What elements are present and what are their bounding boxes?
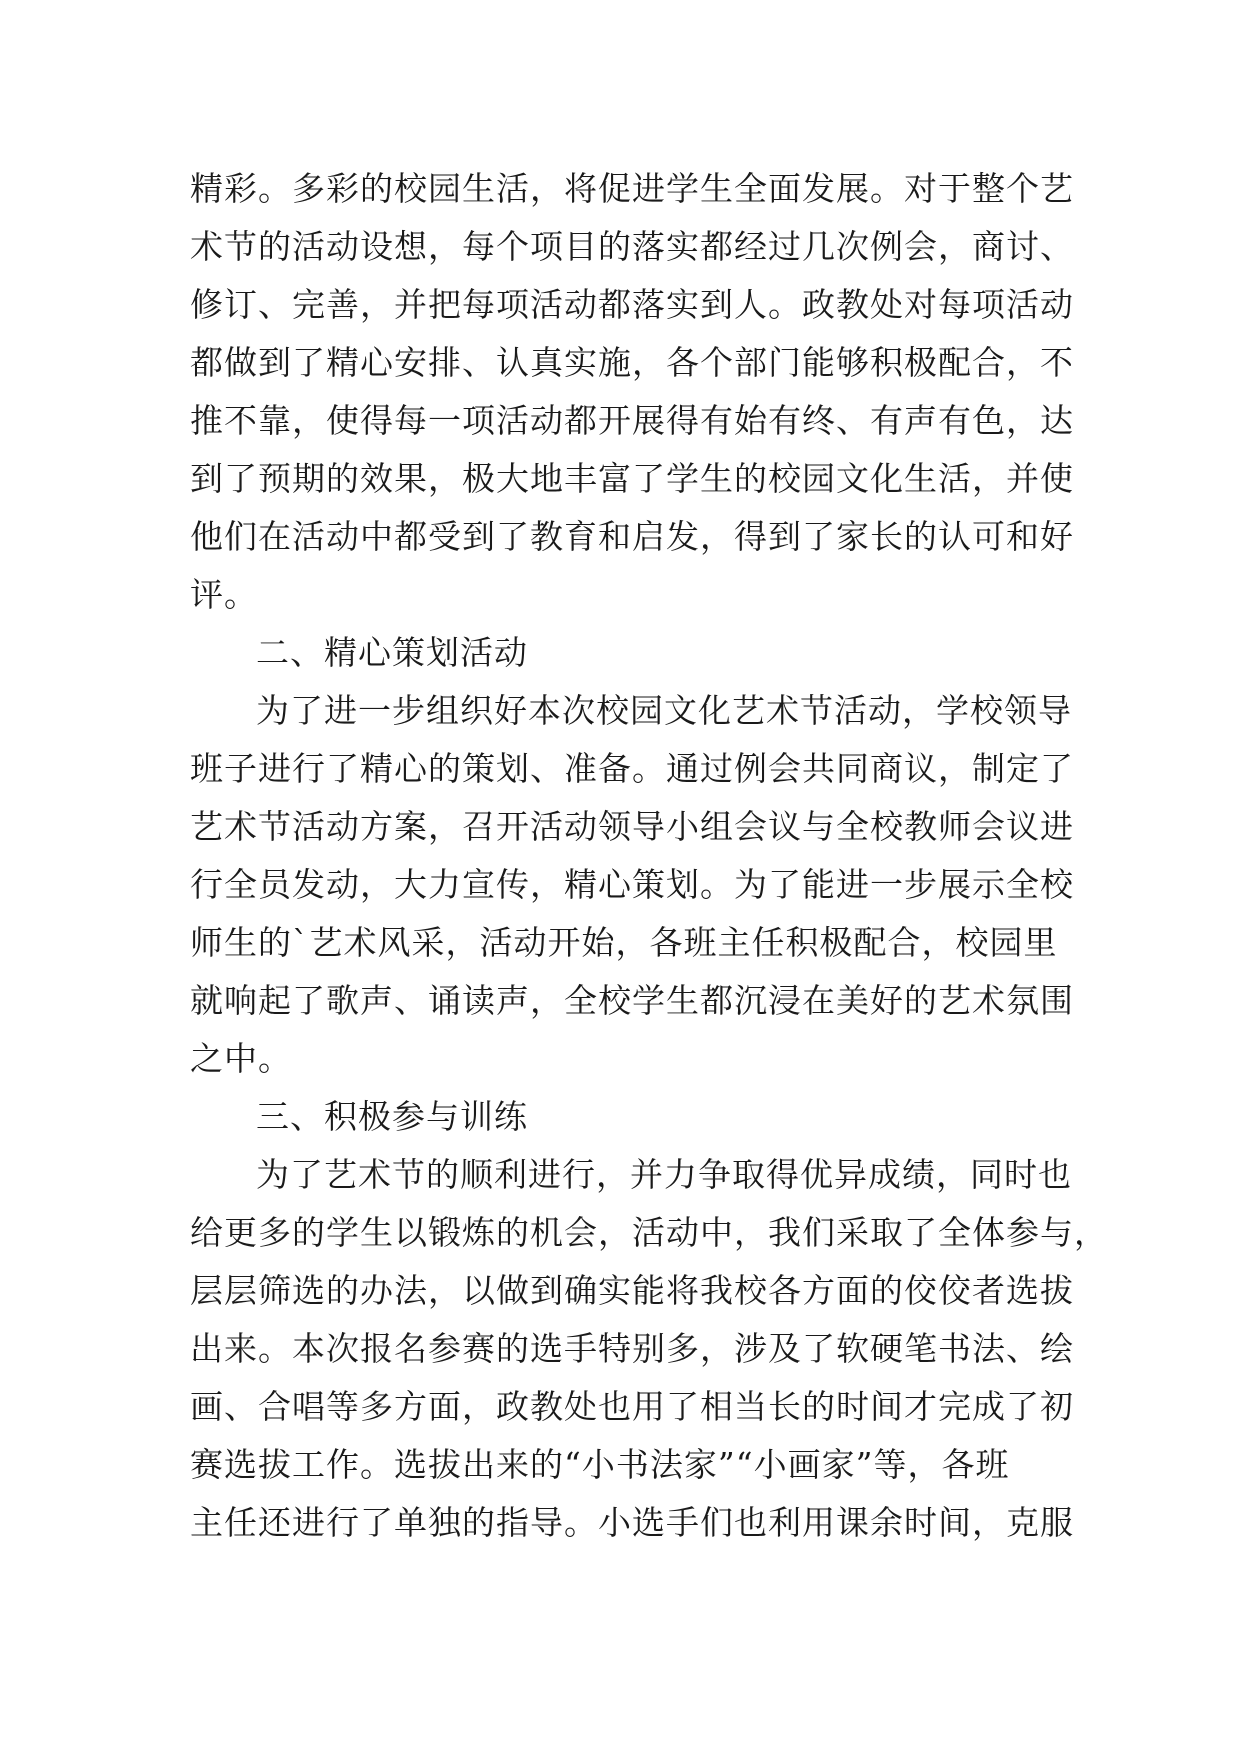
text-line: 评。 <box>190 575 258 614</box>
document-body <box>190 160 1108 1552</box>
text-line: 行全员发动，大力宣传，精心策划。为了能进一步展示全校 <box>190 865 1074 904</box>
text-line: 艺术节活动方案，召开活动领导小组会议与全校教师会议进 <box>190 807 1074 846</box>
text-line: 为了进一步组织好本次校园文化艺术节活动，学校领导 <box>256 691 1072 730</box>
text-line: 修订、完善，并把每项活动都落实到人。政教处对每项活动 <box>190 285 1074 324</box>
text-line: 为了艺术节的顺利进行，并力争取得优异成绩，同时也 <box>256 1155 1072 1194</box>
text-line: 主任还进行了单独的指导。小选手们也利用课余时间，克服 <box>190 1503 1074 1542</box>
text-line: 班子进行了精心的策划、准备。通过例会共同商议，制定了 <box>190 749 1074 788</box>
text-line: 层层筛选的办法，以做到确实能将我校各方面的佼佼者选拔 <box>190 1271 1074 1310</box>
text-line: 术节的活动设想，每个项目的落实都经过几次例会，商讨、 <box>190 227 1074 266</box>
text-line: 他们在活动中都受到了教育和启发，得到了家长的认可和好 <box>190 517 1074 556</box>
text-line: 赛选拔工作。选拔出来的“小书法家”“小画家”等，各班 <box>190 1445 1010 1484</box>
section-heading: 三、积极参与训练 <box>256 1097 528 1136</box>
text-line: 精彩。多彩的校园生活，将促进学生全面发展。对于整个艺 <box>190 169 1074 208</box>
text-line: 之中。 <box>190 1039 292 1078</box>
text-line: 推不靠，使得每一项活动都开展得有始有终、有声有色，达 <box>190 401 1074 440</box>
text-line: 师生的`艺术风采，活动开始，各班主任积极配合，校园里 <box>190 923 1058 962</box>
section-heading: 二、精心策划活动 <box>256 633 528 672</box>
text-line: 给更多的学生以锻炼的机会，活动中，我们采取了全体参与， <box>190 1213 1108 1252</box>
text-line: 出来。本次报名参赛的选手特别多，涉及了软硬笔书法、绘 <box>190 1329 1074 1368</box>
text-line: 画、合唱等多方面，政教处也用了相当长的时间才完成了初 <box>190 1387 1074 1426</box>
text-line: 就响起了歌声、诵读声，全校学生都沉浸在美好的艺术氛围 <box>190 981 1074 1020</box>
text-line: 到了预期的效果，极大地丰富了学生的校园文化生活，并使 <box>190 459 1074 498</box>
text-line: 都做到了精心安排、认真实施，各个部门能够积极配合，不 <box>190 343 1074 382</box>
